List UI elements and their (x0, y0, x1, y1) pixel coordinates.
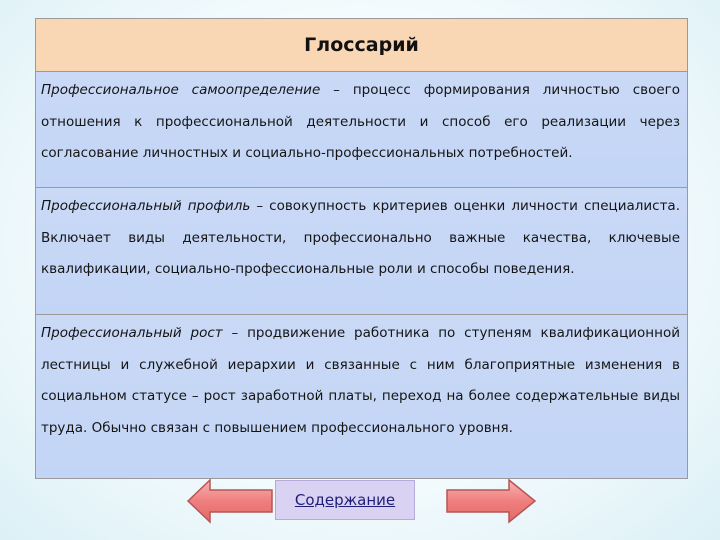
glossary-title: Глоссарий (304, 34, 419, 56)
glossary-definition: – продвижение работника по ступеням квалификационной лестницы и служебной иерархии и связанные с ним благоприятные изменения в социальном статусе – рост заработной платы, переход на более содержательные виды труда. Обычно связан с повышением профессионального уровня. (41, 325, 680, 436)
glossary-entry-growth (36, 315, 687, 478)
arrow-right-icon (443, 478, 537, 524)
glossary-term: Профессиональное самоопределение (41, 82, 321, 98)
back-button[interactable] (186, 478, 276, 529)
contents-button[interactable] (275, 480, 415, 520)
contents-label: Содержание (294, 491, 396, 509)
glossary-table (35, 18, 688, 479)
glossary-definition: – совокупность критериев оценки личности специалиста. Включает виды деятельности, профессионально важные качества, ключевые квалификации, социально-профессиональные роли и способы поведения. (41, 198, 680, 277)
glossary-term: Профессиональный рост (41, 325, 223, 341)
glossary-definition: – процесс формирования личностью своего отношения к профессиональной деятельности и способ его реализации через согласование личностных и социально-профессиональных потребностей. (41, 82, 680, 161)
glossary-entry-self-determination (36, 72, 687, 188)
glossary-term: Профессиональный профиль (41, 198, 251, 214)
glossary-header (36, 19, 687, 72)
arrow-left-icon (186, 478, 276, 524)
glossary-entry-profile (36, 188, 687, 315)
forward-button[interactable] (443, 478, 537, 529)
